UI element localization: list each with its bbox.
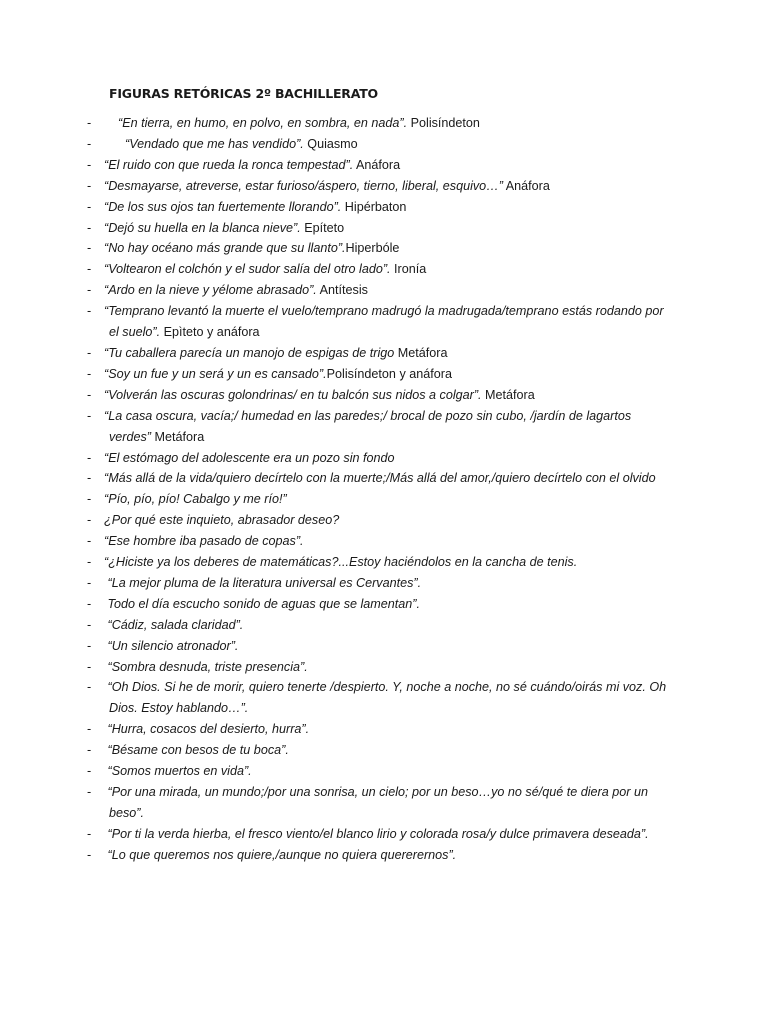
example-quote: “Más allá de la vida/quiero decírtelo con la muerte;/Más allá del amor,/quiero decírtelo con el olvido xyxy=(104,471,656,486)
example-quote: “No hay océano más grande que su llanto”. xyxy=(104,241,346,256)
list-bullet: - xyxy=(87,262,92,277)
list-bullet: - xyxy=(87,638,92,653)
list-item xyxy=(0,552,768,573)
example-quote: “Vendado que me has vendido”. xyxy=(104,136,304,151)
example-quote: “La casa oscura, vacía;/ humedad en las paredes;/ brocal de pozo sin cubo, /jardín de lagartos verdes” xyxy=(104,408,635,444)
example-quote: “De los sus ojos tan fuertemente llorando”. xyxy=(104,199,342,214)
list-item xyxy=(0,176,768,197)
list-item-text xyxy=(104,197,664,218)
list-item xyxy=(0,301,768,343)
example-quote: “Voltearon el colchón y el sudor salía del otro lado”. xyxy=(104,262,391,277)
list-item-text xyxy=(104,238,664,259)
list-item-text xyxy=(104,824,669,845)
list-item xyxy=(0,468,768,489)
example-quote: “Desmayarse, atreverse, estar furioso/áspero, tierno, liberal, esquivo…” xyxy=(104,178,503,193)
list-bullet: - xyxy=(87,575,92,590)
list-item xyxy=(0,657,768,678)
example-quote: “Tu caballera parecía un manojo de espigas de trigo xyxy=(104,345,395,360)
figure-name: Anáfora xyxy=(353,157,401,172)
list-item xyxy=(0,197,768,218)
example-quote: “Por una mirada, un mundo;/por una sonrisa, un cielo; por un beso…yo no sé/qué te diera por un beso”. xyxy=(104,785,652,820)
example-quote: “Temprano levantó la muerte el vuelo/temprano madrugó la madrugada/temprano estás rodando por el suelo”. xyxy=(104,304,668,340)
list-item-text xyxy=(104,134,664,155)
figure-name: Epìteto y anáfora xyxy=(160,325,260,340)
figure-name: Epíteto xyxy=(300,220,345,235)
example-quote: “Bésame con besos de tu boca”. xyxy=(104,743,289,758)
list-item-text xyxy=(104,740,664,761)
list-item xyxy=(0,510,768,531)
list-item-text xyxy=(104,280,664,301)
list-item xyxy=(0,636,768,657)
list-item-text xyxy=(104,364,664,385)
list-item xyxy=(0,385,768,406)
example-quote: “Dejó su huella en la blanca nieve”. xyxy=(104,220,301,235)
list-item-text xyxy=(104,615,664,636)
list-bullet: - xyxy=(87,345,92,360)
list-item xyxy=(0,677,768,719)
list-item xyxy=(0,845,768,866)
list-item-text xyxy=(104,510,664,531)
list-item-text xyxy=(104,113,664,134)
list-item-text xyxy=(104,719,664,740)
list-bullet: - xyxy=(87,743,92,758)
list-item xyxy=(0,364,768,385)
list-item-text xyxy=(104,176,664,197)
list-bullet: - xyxy=(87,617,92,632)
example-quote: Todo el día escucho sonido de aguas que se lamentan”. xyxy=(104,596,421,611)
example-quote: “Somos muertos en vida”. xyxy=(104,764,252,779)
list-item-text xyxy=(104,845,664,866)
list-item xyxy=(0,594,768,615)
example-quote: “Cádiz, salada claridad”. xyxy=(104,617,244,632)
list-bullet: - xyxy=(87,555,92,570)
list-item xyxy=(0,134,768,155)
list-item-text xyxy=(104,552,664,573)
list-item-text xyxy=(104,636,664,657)
list-item-text xyxy=(104,531,664,552)
list-item-text xyxy=(104,301,669,343)
list-bullet: - xyxy=(87,659,92,674)
list-bullet: - xyxy=(87,785,92,799)
example-quote: “Por ti la verda hierba, el fresco viento/el blanco lirio y colorada rosa/y dulce primavera deseada”. xyxy=(104,826,649,841)
list-bullet: - xyxy=(87,304,92,319)
list-item-text xyxy=(104,343,664,364)
list-item xyxy=(0,782,768,824)
list-bullet: - xyxy=(87,450,92,465)
list-bullet: - xyxy=(87,513,92,528)
example-quote: “Pío, pío, pío! Cabalgo y me río!” xyxy=(104,492,287,507)
list-bullet: - xyxy=(87,764,92,779)
list-bullet: - xyxy=(87,826,92,841)
example-quote: “El ruido con que rueda la ronca tempestad”. xyxy=(104,157,354,172)
list-bullet: - xyxy=(87,220,92,235)
list-bullet: - xyxy=(87,366,92,381)
list-item xyxy=(0,343,768,364)
list-bullet: - xyxy=(87,387,92,402)
example-quote: “El estómago del adolescente era un pozo sin fondo xyxy=(104,450,395,465)
list-item xyxy=(0,615,768,636)
example-quote: “Soy un fue y un será y un es cansado”. xyxy=(104,366,327,381)
list-bullet: - xyxy=(87,283,92,298)
figure-name: Metáfora xyxy=(151,429,205,444)
list-item-text xyxy=(104,677,670,719)
list-bullet: - xyxy=(87,178,92,193)
list-item xyxy=(0,573,768,594)
list-item xyxy=(0,489,768,510)
figure-name: Polisíndeton y anáfora xyxy=(326,366,452,381)
list-item-text xyxy=(104,259,664,280)
list-bullet: - xyxy=(87,157,92,172)
figure-name: Hiperbóle xyxy=(345,241,400,256)
list-item-text xyxy=(104,218,664,239)
list-bullet: - xyxy=(87,471,92,486)
list-item-text xyxy=(104,657,664,678)
list-bullet: - xyxy=(87,680,92,695)
example-quote: “La mejor pluma de la literatura universal es Cervantes”. xyxy=(104,575,422,590)
list-item xyxy=(0,448,768,469)
figures-list xyxy=(0,113,768,866)
example-quote: “Hurra, cosacos del desierto, hurra”. xyxy=(104,722,310,737)
example-quote: “Sombra desnuda, triste presencia”. xyxy=(104,659,308,674)
figure-name: Polisíndeton xyxy=(407,116,480,130)
list-item-text xyxy=(104,385,664,406)
list-item xyxy=(0,113,768,134)
example-quote: “En tierra, en humo, en polvo, en sombra, en nada”. xyxy=(104,116,408,130)
example-quote: “Lo que queremos nos quiere,/aunque no quiera quererernos”. xyxy=(104,847,457,862)
figure-name: Metáfora xyxy=(394,345,448,360)
example-quote: “Ese hombre iba pasado de copas”. xyxy=(104,534,304,549)
list-bullet: - xyxy=(87,136,92,151)
list-item-text xyxy=(104,489,664,510)
list-bullet: - xyxy=(87,408,92,423)
list-item xyxy=(0,824,768,845)
list-item xyxy=(0,761,768,782)
list-bullet: - xyxy=(87,596,92,611)
list-item-text xyxy=(104,448,664,469)
list-item-text xyxy=(104,782,669,824)
figure-name: Metáfora xyxy=(481,387,535,402)
example-quote: “¿Hiciste ya los deberes de matemáticas?...Estoy haciéndolos en la cancha de tenis. xyxy=(104,555,578,570)
example-quote: “Ardo en la nieve y yélome abrasado”. xyxy=(104,283,317,298)
list-bullet: - xyxy=(87,534,92,549)
list-item xyxy=(0,218,768,239)
list-item xyxy=(0,406,768,448)
document-title: FIGURAS RETÓRICAS 2º BACHILLERATO xyxy=(109,86,378,101)
example-quote: ¿Por qué este inquieto, abrasador deseo? xyxy=(104,513,340,528)
list-bullet: - xyxy=(87,116,92,130)
list-item-text xyxy=(104,761,664,782)
list-item-text xyxy=(104,573,664,594)
list-item xyxy=(0,280,768,301)
list-item xyxy=(0,740,768,761)
list-item xyxy=(0,719,768,740)
example-quote: “Oh Dios. Si he de morir, quiero tenerte /despierto. Y, noche a noche, no sé cuándo/oirás mi voz. Oh Dios. Estoy hablando…”. xyxy=(104,680,670,716)
figure-name: Anáfora xyxy=(502,178,550,193)
list-bullet: - xyxy=(87,199,92,214)
figure-name: Quiasmo xyxy=(303,136,358,151)
figure-name: Antítesis xyxy=(316,283,368,298)
list-item xyxy=(0,531,768,552)
figure-name: Ironía xyxy=(390,262,427,277)
list-item xyxy=(0,259,768,280)
list-item-text xyxy=(104,406,669,448)
figure-name: Hipérbaton xyxy=(341,199,407,214)
list-bullet: - xyxy=(87,722,92,737)
list-item xyxy=(0,238,768,259)
list-bullet: - xyxy=(87,241,92,256)
list-item xyxy=(0,155,768,176)
list-item-text xyxy=(104,155,664,176)
list-bullet: - xyxy=(87,492,92,507)
list-bullet: - xyxy=(87,847,92,862)
example-quote: “Un silencio atronador”. xyxy=(104,638,239,653)
list-item-text xyxy=(104,594,664,615)
list-item-text xyxy=(104,468,669,489)
example-quote: “Volverán las oscuras golondrinas/ en tu balcón sus nidos a colgar”. xyxy=(104,387,482,402)
